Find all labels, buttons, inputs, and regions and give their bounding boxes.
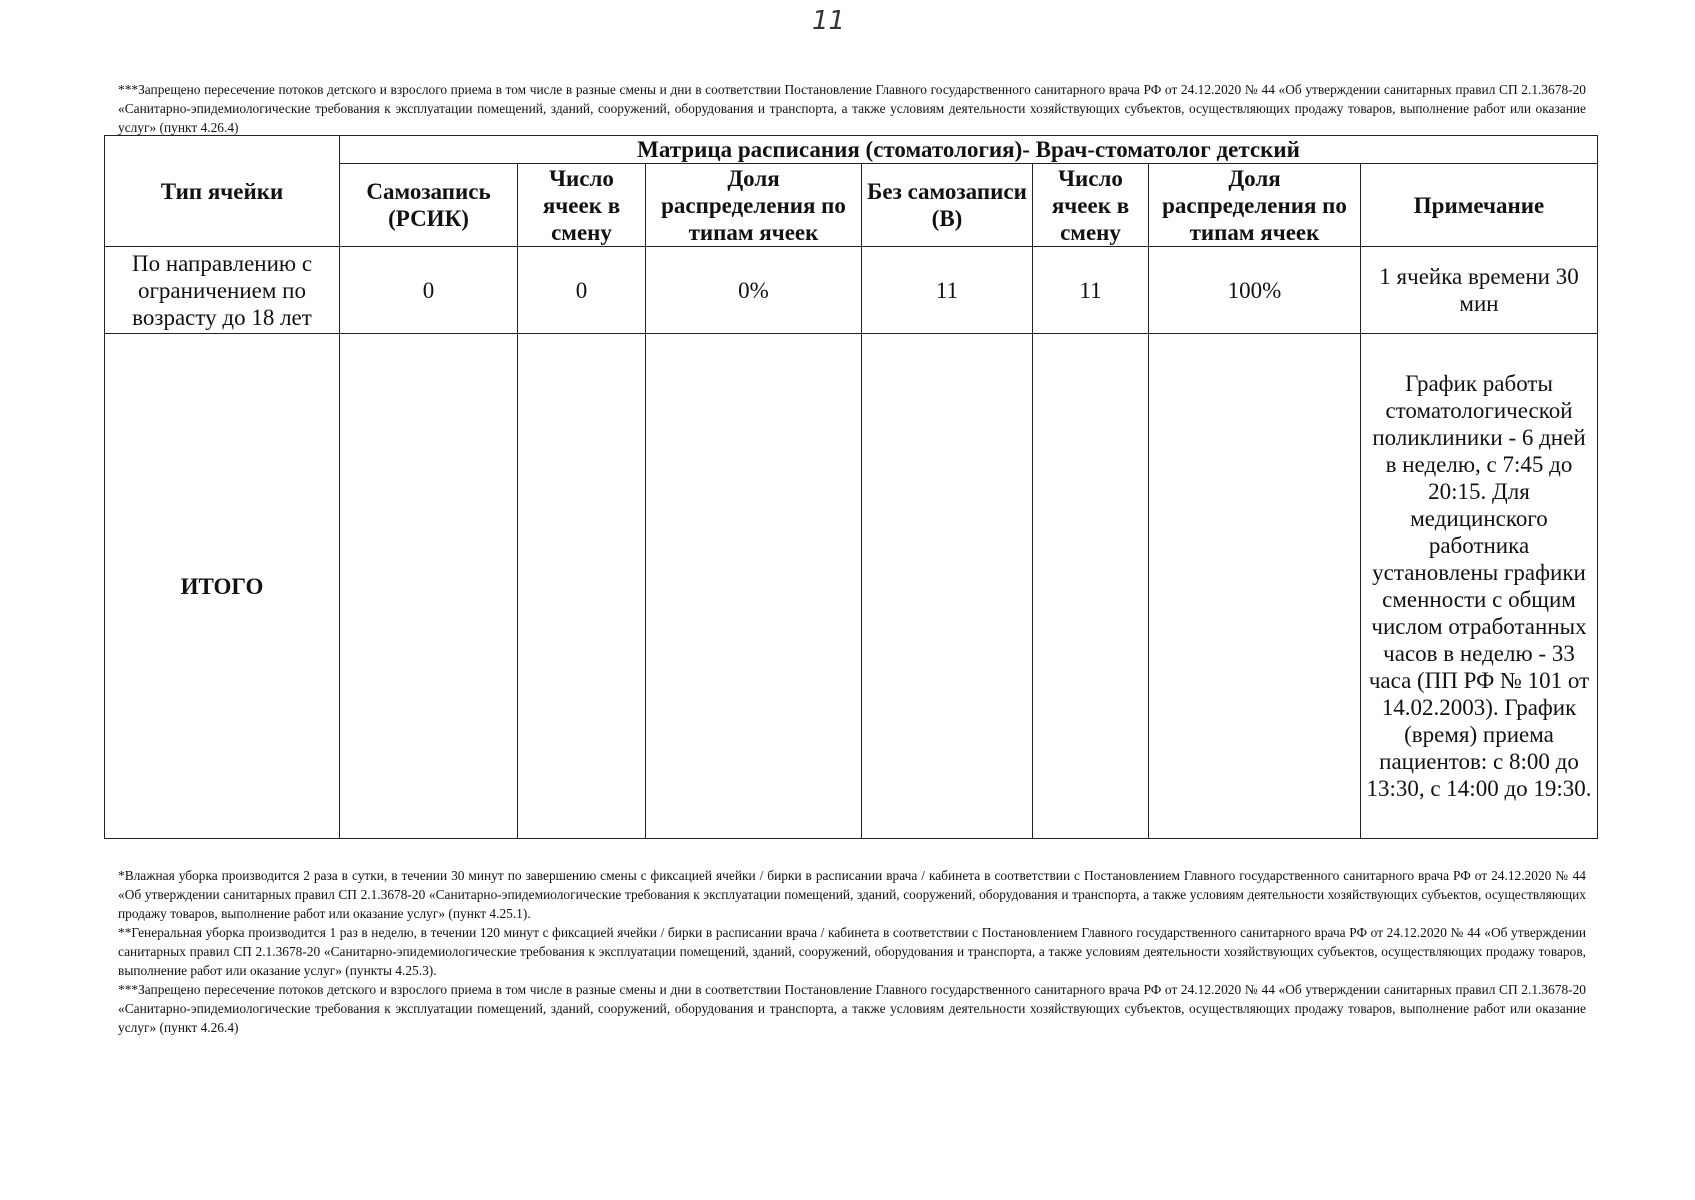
- top-footnote: ***Запрещено пересечение потоков детского и взрослого приема в том числе в разные смены и дни в соответствии Постановление Главного государственного санитарного врача РФ от 24.12.2020 № 44 «Об утверждении санитарных правил СП 2.1.3678-20 «Санитарно-эпидемиологические требования к эксплуатации помещений, зданий, сооружений, оборудования и транспорта, а также условиям деятельности хозяйствующих субъектов, осуществляющих продажу товаров, выполнение работ или оказание услуг» (пункт 4.26.4): [118, 82, 1586, 135]
- total-note: График работы стоматологической поликлиники - 6 дней в неделю, с 7:45 до 20:15. Для медицинского работника установлены графики сменности с общим числом отработанных часов в неделю - 33 часа (ПП РФ № 101 от 14.02.2003). График (время) приема пациентов: с 8:00 до 13:30, с 14:00 до 19:30.: [1361, 334, 1598, 839]
- header-note: Примечание: [1361, 164, 1598, 247]
- page-number: 11: [812, 6, 846, 36]
- footnote-wet-cleaning: *Влажная уборка производится 2 раза в сутки, в течении 30 минут по завершению смены с фиксацией ячейки / бирки в расписании врача / кабинета в соответствии с Постановлением Главного государственного санитарного врача РФ от 24.12.2020 № 44 «Об утверждении санитарных правил СП 2.1.3678-20 «Санитарно-эпидемиологические требования к эксплуатации помещений, зданий, сооружений, оборудования и транспорта, а также условиям деятельности хозяйствующих субъектов, осуществляющих продажу товаров, выполнение работ или оказание услуг» (пункт 4.25.1).: [118, 868, 1586, 921]
- table-row: [105, 247, 1598, 334]
- row-no-self-record: 11: [862, 247, 1033, 334]
- total-share-2: [1149, 334, 1361, 839]
- total-label: ИТОГО: [105, 334, 340, 839]
- row-cells-per-shift-1: 0: [518, 247, 646, 334]
- header-no-self-record: Без самозаписи (В): [862, 164, 1033, 247]
- total-row: [105, 334, 1598, 839]
- header-share-2: Доля распределения по типам ячеек: [1149, 164, 1361, 247]
- header-share-1: Доля распределения по типам ячеек: [646, 164, 862, 247]
- row-share-2: 100%: [1149, 247, 1361, 334]
- header-cells-per-shift-2: Число ячеек в смену: [1033, 164, 1149, 247]
- footnote-general-cleaning: **Генеральная уборка производится 1 раз в неделю, в течении 120 минут с фиксацией ячейки / бирки в расписании врача / кабинета в соответствии с Постановлением Главного государственного санитарного врача РФ от 24.12.2020 № 44 «Об утверждении санитарных правил СП 2.1.3678-20 «Санитарно-эпидемиологические требования к эксплуатации помещений, зданий, сооружений, оборудования и транспорта, а также условиям деятельности хозяйствующих субъектов, осуществляющих продажу товаров, выполнение работ или оказание услуг» (пункты 4.25.3).: [118, 925, 1586, 978]
- row-note: 1 ячейка времени 30 мин: [1361, 247, 1598, 334]
- matrix-title: Матрица расписания (стоматология)- Врач-стоматолог детский: [340, 136, 1598, 164]
- total-no-self-record: [862, 334, 1033, 839]
- row-share-1: 0%: [646, 247, 862, 334]
- header-self-record: Самозапись (РСИК): [340, 164, 518, 247]
- header-cells-per-shift-1: Число ячеек в смену: [518, 164, 646, 247]
- total-cells-per-shift-2: [1033, 334, 1149, 839]
- bottom-footnotes: [118, 866, 1586, 1037]
- row-cell-type: По направлению с ограничением по возрасту до 18 лет: [105, 247, 340, 334]
- total-self-record: [340, 334, 518, 839]
- total-share-1: [646, 334, 862, 839]
- schedule-matrix-table: [104, 135, 1598, 839]
- row-self-record: 0: [340, 247, 518, 334]
- header-cell-type: Тип ячейки: [105, 136, 340, 247]
- row-cells-per-shift-2: 11: [1033, 247, 1149, 334]
- footnote-flow-separation: ***Запрещено пересечение потоков детского и взрослого приема в том числе в разные смены и дни в соответствии Постановление Главного государственного санитарного врача РФ от 24.12.2020 № 44 «Об утверждении санитарных правил СП 2.1.3678-20 «Санитарно-эпидемиологические требования к эксплуатации помещений, зданий, сооружений, оборудования и транспорта, а также условиям деятельности хозяйствующих субъектов, осуществляющих продажу товаров, выполнение работ или оказание услуг» (пункт 4.26.4): [118, 982, 1586, 1035]
- total-cells-per-shift-1: [518, 334, 646, 839]
